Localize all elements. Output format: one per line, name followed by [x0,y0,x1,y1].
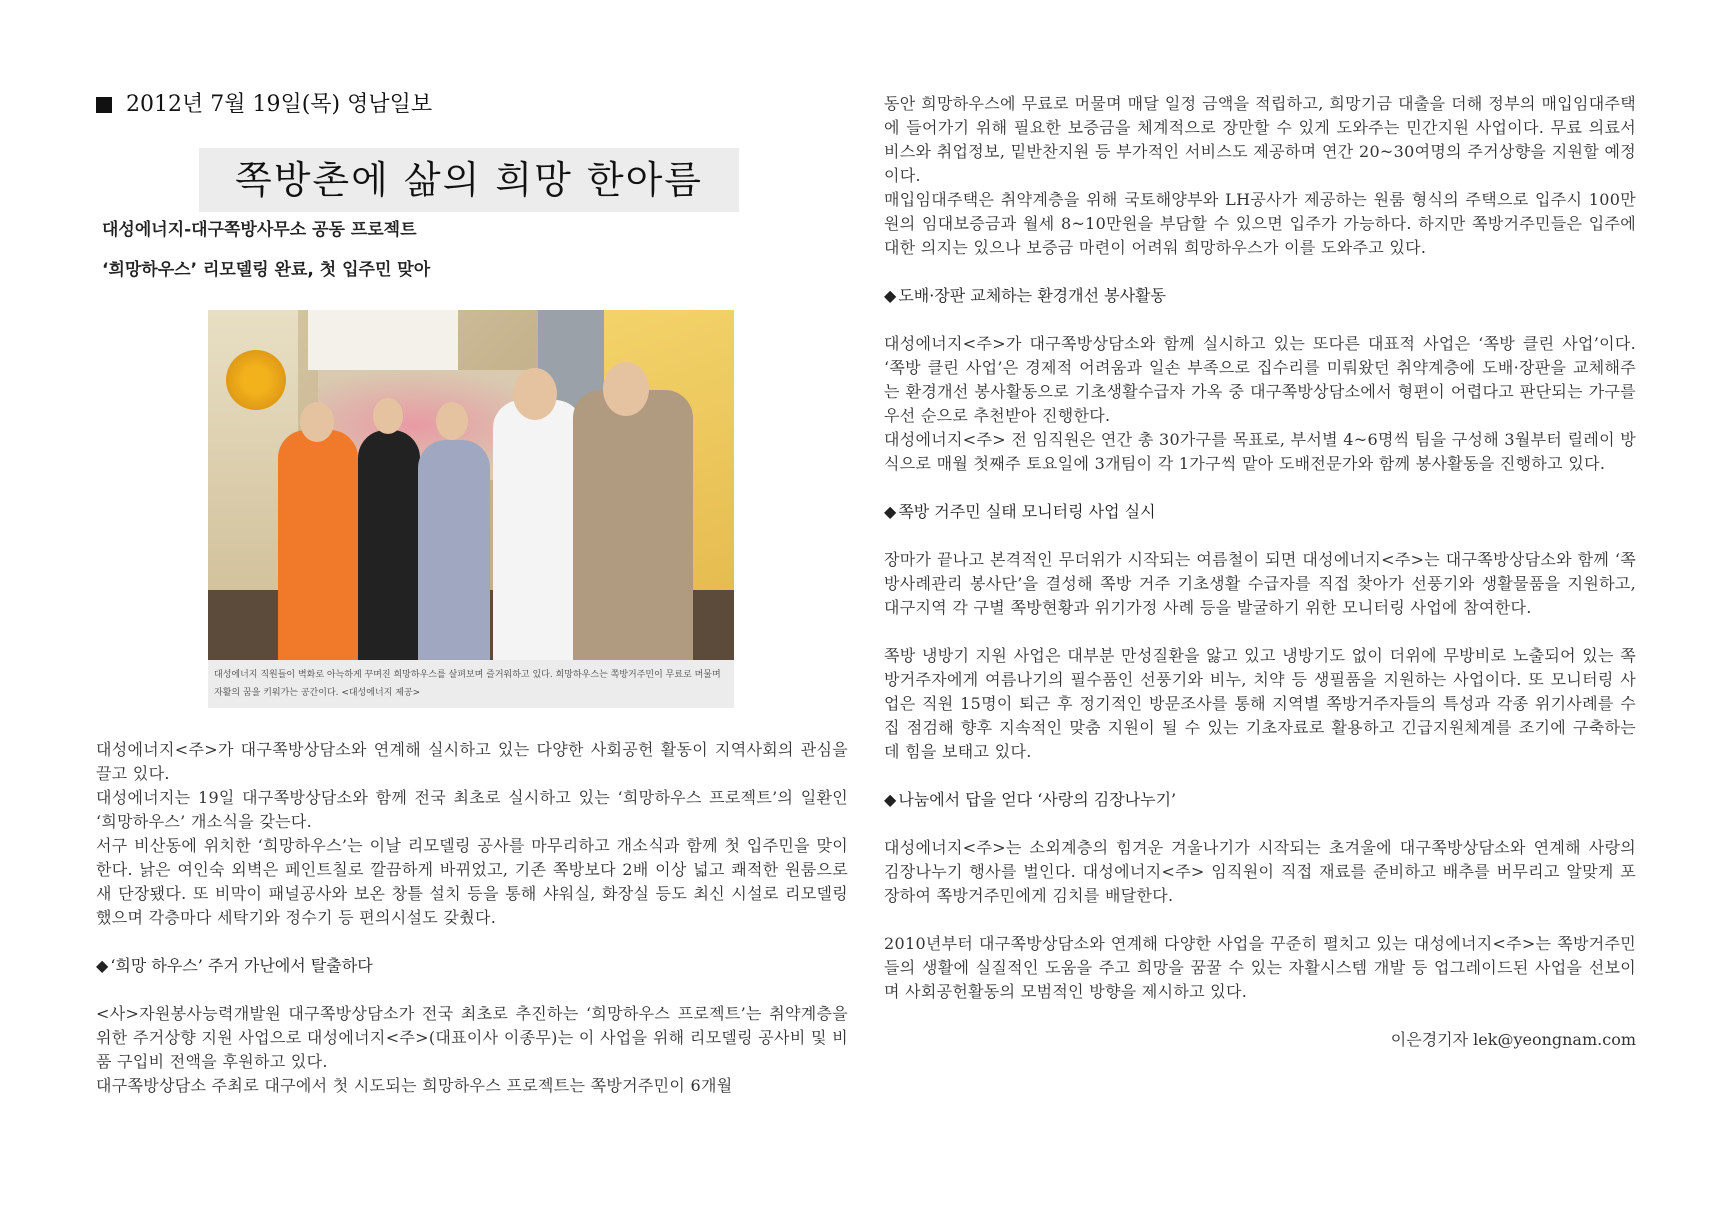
person-figure [493,400,583,660]
paragraph: 서구 비산동에 위치한 ‘희망하우스’는 이날 리모델링 공사를 마무리하고 개소식과 함께 첫 입주민을 맞이한다. 낡은 여인숙 외벽은 페인트칠로 깔끔하게 바뀌었고, 기존 쪽방보다 2배 이상 넓고 쾌적한 원룸으로 새 단장됐다. 또 비막이 패널공사와 보온 창틀 설치 등을 통해 샤워실, 화장실 등도 최신 시설로 리모델링했으며 각층마다 세탁기와 정수기 등 편의시설도 갖췄다. [96,836,848,927]
paragraph: 대성에너지는 19일 대구쪽방상담소와 함께 전국 최초로 실시하고 있는 ‘희망하우스 프로젝트’의 일환인 ‘희망하우스’ 개소식을 갖는다. [96,788,848,831]
section-heading-text: 나눔에서 답을 얻다 ‘사랑의 김장나누기’ [898,790,1177,809]
person-figure [278,430,358,660]
date-source-line [96,90,848,120]
section-heading-text: 쪽방 거주민 실태 모니터링 사업 실시 [898,502,1156,521]
section-heading-text: 도배·장판 교체하는 환경개선 봉사활동 [898,286,1166,305]
flower-mural-icon [226,350,286,410]
headline: 쪽방촌에 삶의 희망 한아름 [199,148,739,212]
subheadline-2: ‘희망하우스’ 리모델링 완료, 첫 입주민 맞아 [102,260,431,280]
right-column [884,92,1636,1052]
paragraph: 대성에너지<주>가 대구쪽방상담소와 함께 실시하고 있는 또다른 대표적 사업은 ‘쪽방 클린 사업’이다. ‘쪽방 클린 사업’은 경제적 어려움과 일손 부족으로 집수리를 미뤄왔던 취약계층에 도배·장판을 교체해주는 환경개선 봉사활동으로 기초생활수급자 가옥 중 대구쪽방상담소에서 형편이 어렵다고 판단되는 가구를 우선 순으로 추천받아 진행한다. [884,334,1636,425]
paragraph: 2010년부터 대구쪽방상담소와 연계해 다양한 사업을 꾸준히 펼치고 있는 대성에너지<주>는 쪽방거주민들의 생활에 실질적인 도움을 주고 희망을 꿈꿀 수 있는 자활시스템 개발 등 업그레이드된 사업을 선보이며 사회공헌활동의 모범적인 방향을 제시하고 있다. [884,934,1636,1001]
paragraph: 동안 희망하우스에 무료로 머물며 매달 일정 금액을 적립하고, 희망기금 대출을 더해 정부의 매입임대주택에 들어가기 위해 필요한 보증금을 체계적으로 장만할 수 있게 도와주는 민간지원 사업이다. 무료 의료서비스와 취업정보, 밑반찬지원 등 부가적인 서비스도 제공하며 연간 20~30여명의 주거상향을 지원할 예정이다. [884,94,1636,185]
person-figure [418,440,490,660]
left-column [96,90,848,1098]
diamond-bullet-icon: ◆ [884,790,897,809]
section-heading [96,954,848,978]
photo-figure [208,310,734,708]
section-heading [884,500,1636,524]
paragraph: 매입임대주택은 취약계층을 위해 국토해양부와 LH공사가 제공하는 원룸 형식의 주택으로 입주시 100만원의 임대보증금과 월세 8~10만원을 부담할 수 있으면 입주가 가능하다. 하지만 쪽방거주민들은 입주에 대한 의지는 있으나 보증금 마련이 어려워 희망하우스가 이를 도와주고 있다. [884,190,1636,257]
paragraph: 대성에너지<주> 전 임직원은 연간 총 30가구를 목표로, 부서별 4~6명씩 팀을 구성해 3월부터 릴레이 방식으로 매월 첫째주 토요일에 3개팀이 각 1가구씩 맡아 도배전문가와 함께 봉사활동을 진행하고 있다. [884,430,1636,473]
date-source-text: 2012년 7월 19일(목) 영남일보 [126,92,433,117]
byline: 이은경기자 lek@yeongnam.com [1390,1030,1636,1049]
paragraph: <사>자원봉사능력개발원 대구쪽방상담소가 전국 최초로 추진하는 ‘희망하우스 프로젝트’는 취약계층을 위한 주거상향 지원 사업으로 대성에너지<주>(대표이사 이종무)는 이 사업을 위해 리모델링 공사비 및 비품 구입비 전액을 후원하고 있다. [96,1004,848,1071]
paragraph: 장마가 끝나고 본격적인 무더위가 시작되는 여름철이 되면 대성에너지<주>는 대구쪽방상담소와 함께 ‘쪽방사례관리 봉사단’을 결성해 쪽방 거주 기초생활 수급자를 직접 찾아가 선풍기와 생활물품을 지원하고, 대구지역 각 구별 쪽방현황과 위기가정 사례 등을 발굴하기 위한 모니터링 사업에 참여한다. [884,550,1636,617]
person-figure [358,430,420,660]
section-heading [884,788,1636,812]
diamond-bullet-icon: ◆ [884,286,897,305]
paragraph: 대성에너지<주>는 소외계층의 힘겨운 겨울나기가 시작되는 초겨울에 대구쪽방상담소와 연계해 사랑의 김장나누기 행사를 벌인다. 대성에너지<주> 임직원이 직접 재료를 준비하고 배추를 버무리고 알맞게 포장하여 쪽방거주민에게 김치를 배달한다. [884,838,1636,905]
person-figure [573,390,693,660]
square-bullet-icon [96,97,112,113]
article-photo [208,310,734,660]
photo-caption: 대성에너지 직원들이 벽화로 아늑하게 꾸며진 희망하우스를 살펴보며 즐거워하고 있다. 희망하우스는 쪽방거주민이 무료로 머물며 자활의 꿈을 키워가는 공간이다. <대성에너지 제공> [208,660,734,708]
left-body [96,738,848,1098]
paragraph: 쪽방 냉방기 지원 사업은 대부분 만성질환을 앓고 있고 냉방기도 없이 더위에 무방비로 노출되어 있는 쪽방거주자에게 여름나기의 필수품인 선풍기와 비누, 치약 등 생필품을 지원하는 사업이다. 또 모니터링 사업은 직원 15명이 퇴근 후 정기적인 방문조사를 통해 지역별 쪽방거주자들의 특성과 각종 위기사례를 수집 점검해 향후 지속적인 맞춤 지원이 될 수 있는 기초자료로 활용하고 긴급지원체계를 조기에 구축하는 데 힘을 보태고 있다. [884,646,1636,761]
diamond-bullet-icon: ◆ [884,502,897,521]
diamond-bullet-icon: ◆ [96,956,109,975]
paragraph: 대성에너지<주>가 대구쪽방상담소와 연계해 실시하고 있는 다양한 사회공헌 활동이 지역사회의 관심을 끌고 있다. [96,740,848,783]
subheadline-1: 대성에너지-대구쪽방사무소 공동 프로젝트 [102,220,417,240]
section-heading [884,284,1636,308]
paragraph: 대구쪽방상담소 주최로 대구에서 첫 시도되는 희망하우스 프로젝트는 쪽방거주민이 6개월 [96,1076,733,1095]
section-heading-text: ‘희망 하우스’ 주거 가난에서 탈출하다 [110,956,373,975]
